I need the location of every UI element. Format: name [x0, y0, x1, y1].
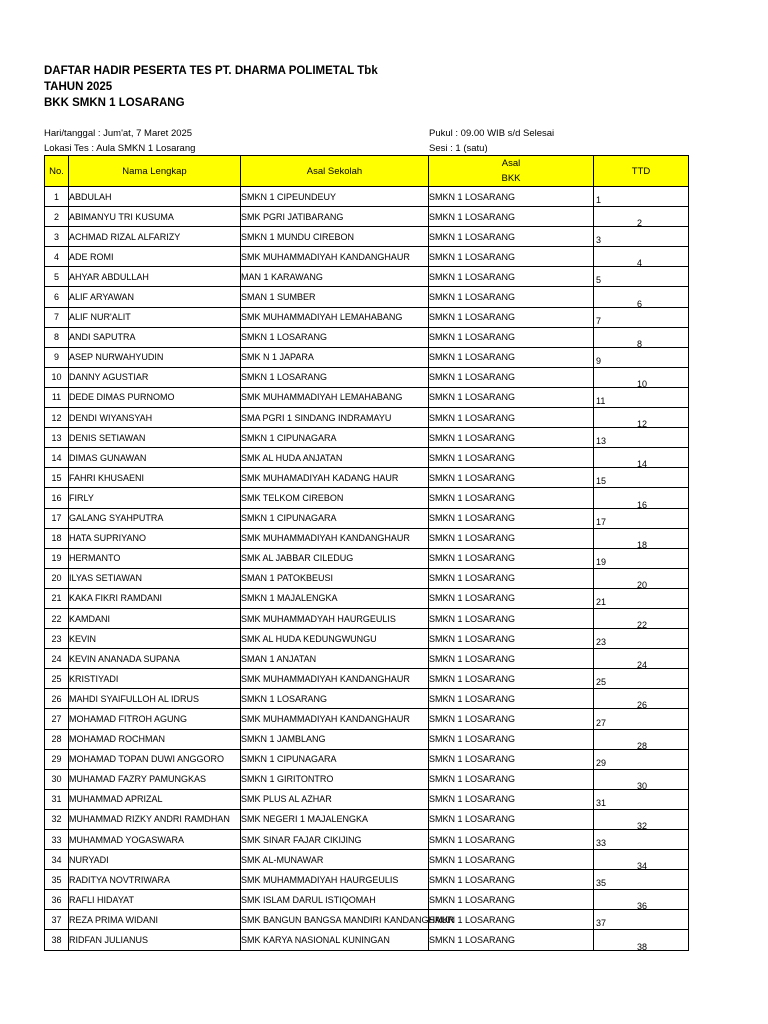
participant-name: DIMAS GUNAWAN	[69, 448, 241, 468]
participant-school: SMKN 1 CIPEUNDEUY	[241, 187, 429, 207]
participant-name: MUHAMMAD RIZKY ANDRI RAMDHAN	[69, 809, 241, 829]
signature-cell[interactable]	[594, 408, 689, 428]
participant-name: GALANG SYAHPUTRA	[69, 508, 241, 528]
participant-school: SMKN 1 CIPUNAGARA	[241, 428, 429, 448]
participant-name: ALIF ARYAWAN	[69, 287, 241, 307]
row-number: 6	[45, 287, 69, 307]
table-row	[45, 227, 689, 247]
participant-bkk: SMKN 1 LOSARANG	[429, 528, 594, 548]
participant-name: KAKA FIKRI RAMDANI	[69, 588, 241, 608]
row-number: 5	[45, 267, 69, 287]
signature-cell[interactable]	[594, 709, 689, 729]
signature-number: 17	[596, 516, 607, 527]
signature-cell[interactable]	[594, 568, 689, 588]
header-school: Asal Sekolah	[241, 156, 429, 187]
participant-name: RIDFAN JULIANUS	[69, 930, 241, 950]
row-number: 38	[45, 930, 69, 950]
signature-cell[interactable]	[594, 669, 689, 689]
table-row	[45, 850, 689, 870]
participant-name: KEVIN ANANADA SUPANA	[69, 649, 241, 669]
signature-cell[interactable]	[594, 548, 689, 568]
signature-cell[interactable]	[594, 508, 689, 528]
participant-school: SMKN 1 LOSARANG	[241, 327, 429, 347]
participant-school: SMK AL JABBAR CILEDUG	[241, 548, 429, 568]
signature-cell[interactable]	[594, 428, 689, 448]
signature-cell[interactable]	[594, 367, 689, 387]
participant-school: SMK BANGUN BANGSA MANDIRI KANDANGHAUR	[241, 910, 429, 930]
row-number: 25	[45, 669, 69, 689]
participant-school: SMKN 1 LOSARANG	[241, 367, 429, 387]
row-number: 13	[45, 428, 69, 448]
participant-bkk: SMKN 1 LOSARANG	[429, 749, 594, 769]
table-row	[45, 669, 689, 689]
table-row	[45, 930, 689, 950]
participant-name: MUHAMMAD APRIZAL	[69, 789, 241, 809]
participant-name: MOHAMAD FITROH AGUNG	[69, 709, 241, 729]
participant-school: SMK AL-MUNAWAR	[241, 850, 429, 870]
participant-school: SMK TELKOM CIREBON	[241, 488, 429, 508]
signature-number: 16	[637, 499, 648, 510]
table-row	[45, 207, 689, 227]
row-number: 35	[45, 870, 69, 890]
participant-name: ALIF NUR'ALIT	[69, 307, 241, 327]
signature-cell[interactable]	[594, 468, 689, 488]
participant-bkk: SMKN 1 LOSARANG	[429, 568, 594, 588]
participant-bkk: SMKN 1 LOSARANG	[429, 910, 594, 930]
table-row	[45, 468, 689, 488]
participant-bkk: SMKN 1 LOSARANG	[429, 347, 594, 367]
table-row	[45, 548, 689, 568]
participant-bkk: SMKN 1 LOSARANG	[429, 870, 594, 890]
participant-bkk: SMKN 1 LOSARANG	[429, 588, 594, 608]
participant-bkk: SMKN 1 LOSARANG	[429, 408, 594, 428]
row-number: 28	[45, 729, 69, 749]
participant-school: SMK MUHAMMADIYAH LEMAHABANG	[241, 307, 429, 327]
participant-name: FAHRI KHUSAENI	[69, 468, 241, 488]
table-row	[45, 729, 689, 749]
signature-cell[interactable]	[594, 227, 689, 247]
signature-cell[interactable]	[594, 247, 689, 267]
participant-school: SMK PLUS AL AZHAR	[241, 789, 429, 809]
participant-school: SMKN 1 MAJALENGKA	[241, 588, 429, 608]
info-date: Hari/tanggal : Jum'at, 7 Maret 2025	[44, 128, 193, 139]
signature-number: 32	[637, 821, 648, 831]
signature-cell[interactable]	[594, 870, 689, 890]
table-row	[45, 508, 689, 528]
signature-cell[interactable]	[594, 689, 689, 709]
participant-bkk: SMKN 1 LOSARANG	[429, 809, 594, 829]
table-row	[45, 387, 689, 407]
signature-cell[interactable]	[594, 649, 689, 669]
signature-cell[interactable]	[594, 187, 689, 207]
signature-cell[interactable]	[594, 830, 689, 850]
participant-bkk: SMKN 1 LOSARANG	[429, 669, 594, 689]
participant-bkk: SMKN 1 LOSARANG	[429, 307, 594, 327]
row-number: 4	[45, 247, 69, 267]
participant-school: SMK MUHAMMADIYAH KANDANGHAUR	[241, 247, 429, 267]
attendance-table	[44, 155, 689, 951]
signature-cell[interactable]	[594, 729, 689, 749]
row-number: 9	[45, 347, 69, 367]
participant-name: MUHAMAD FAZRY PAMUNGKAS	[69, 769, 241, 789]
signature-number: 34	[637, 861, 648, 872]
info-session: Sesi : 1 (satu)	[429, 143, 488, 154]
table-row	[45, 608, 689, 628]
participant-bkk: SMKN 1 LOSARANG	[429, 548, 594, 568]
signature-number: 13	[596, 436, 607, 447]
row-number: 18	[45, 528, 69, 548]
participant-bkk: SMKN 1 LOSARANG	[429, 448, 594, 468]
row-number: 36	[45, 890, 69, 910]
row-number: 10	[45, 367, 69, 387]
row-number: 3	[45, 227, 69, 247]
table-row	[45, 870, 689, 890]
participant-bkk: SMKN 1 LOSARANG	[429, 387, 594, 407]
signature-number: 20	[637, 579, 648, 590]
row-number: 30	[45, 769, 69, 789]
participant-bkk: SMKN 1 LOSARANG	[429, 267, 594, 287]
participant-name: ABIMANYU TRI KUSUMA	[69, 207, 241, 227]
participant-school: SMK AL HUDA KEDUNGWUNGU	[241, 629, 429, 649]
row-number: 15	[45, 468, 69, 488]
participant-bkk: SMKN 1 LOSARANG	[429, 689, 594, 709]
row-number: 27	[45, 709, 69, 729]
participant-bkk: SMKN 1 LOSARANG	[429, 367, 594, 387]
row-number: 32	[45, 809, 69, 829]
participant-name: ASEP NURWAHYUDIN	[69, 347, 241, 367]
participant-school: SMKN 1 CIPUNAGARA	[241, 508, 429, 528]
signature-number: 27	[596, 717, 607, 728]
header-bkk	[429, 156, 594, 187]
signature-cell[interactable]	[594, 789, 689, 809]
signature-cell[interactable]	[594, 488, 689, 508]
participant-name: DEDE DIMAS PURNOMO	[69, 387, 241, 407]
participant-school: SMK SINAR FAJAR CIKIJING	[241, 830, 429, 850]
row-number: 29	[45, 749, 69, 769]
participant-name: KAMDANI	[69, 608, 241, 628]
signature-number: 28	[637, 740, 648, 751]
signature-cell[interactable]	[594, 207, 689, 227]
table-row	[45, 830, 689, 850]
participant-name: HERMANTO	[69, 548, 241, 568]
document-organizer: BKK SMKN 1 LOSARANG	[44, 97, 185, 109]
table-row	[45, 267, 689, 287]
participant-bkk: SMKN 1 LOSARANG	[429, 649, 594, 669]
signature-number: 22	[637, 620, 648, 631]
participant-bkk: SMKN 1 LOSARANG	[429, 468, 594, 488]
participant-school: SMK MUHAMMADIYAH KANDANGHAUR	[241, 669, 429, 689]
row-number: 22	[45, 608, 69, 628]
signature-number: 8	[637, 338, 643, 349]
participant-bkk: SMKN 1 LOSARANG	[429, 508, 594, 528]
participant-school: SMAN 1 ANJATAN	[241, 649, 429, 669]
participant-bkk: SMKN 1 LOSARANG	[429, 287, 594, 307]
participant-school: SMK AL HUDA ANJATAN	[241, 448, 429, 468]
participant-bkk: SMKN 1 LOSARANG	[429, 850, 594, 870]
participant-bkk: SMKN 1 LOSARANG	[429, 608, 594, 628]
row-number: 23	[45, 629, 69, 649]
table-row	[45, 809, 689, 829]
signature-number: 21	[596, 596, 607, 607]
participant-school: SMKN 1 LOSARANG	[241, 689, 429, 709]
header-no: No.	[45, 156, 69, 187]
table-row	[45, 307, 689, 327]
participant-name: DENIS SETIAWAN	[69, 428, 241, 448]
signature-number: 33	[596, 838, 607, 849]
signature-cell[interactable]	[594, 930, 689, 950]
participant-school: SMAN 1 SUMBER	[241, 287, 429, 307]
participant-bkk: SMKN 1 LOSARANG	[429, 428, 594, 448]
signature-cell[interactable]	[594, 910, 689, 930]
signature-cell[interactable]	[594, 769, 689, 789]
signature-cell[interactable]	[594, 448, 689, 468]
participant-school: SMK N 1 JAPARA	[241, 347, 429, 367]
signature-number: 5	[596, 275, 602, 286]
signature-number: 29	[596, 757, 607, 768]
participant-name: ACHMAD RIZAL ALFARIZY	[69, 227, 241, 247]
row-number: 19	[45, 548, 69, 568]
participant-school: MAN 1 KARAWANG	[241, 267, 429, 287]
header-ttd: TTD	[594, 156, 689, 187]
participant-name: MUHAMMAD YOGASWARA	[69, 830, 241, 850]
table-row	[45, 689, 689, 709]
participant-name: FIRLY	[69, 488, 241, 508]
signature-number: 25	[596, 677, 607, 688]
signature-number: 30	[637, 780, 648, 791]
signature-number: 15	[596, 476, 607, 487]
participant-name: NURYADI	[69, 850, 241, 870]
table-row	[45, 347, 689, 367]
row-number: 11	[45, 387, 69, 407]
signature-cell[interactable]	[594, 809, 689, 829]
signature-number: 31	[596, 797, 607, 808]
table-row	[45, 367, 689, 387]
info-time: Pukul : 09.00 WIB s/d Selesai	[429, 128, 555, 139]
header-name: Nama Lengkap	[69, 156, 241, 187]
table-row	[45, 247, 689, 267]
signature-cell[interactable]	[594, 588, 689, 608]
signature-cell[interactable]	[594, 307, 689, 327]
participant-bkk: SMKN 1 LOSARANG	[429, 247, 594, 267]
table-row	[45, 187, 689, 207]
header-bkk-line1: Asal	[501, 158, 521, 169]
participant-school: SMAN 1 PATOKBEUSI	[241, 568, 429, 588]
document-year: TAHUN 2025	[44, 81, 113, 93]
signature-number: 2	[637, 218, 643, 229]
row-number: 21	[45, 588, 69, 608]
signature-number: 9	[596, 355, 602, 366]
participant-bkk: SMKN 1 LOSARANG	[429, 488, 594, 508]
signature-number: 24	[637, 660, 648, 671]
row-number: 24	[45, 649, 69, 669]
signature-number: 1	[596, 195, 602, 206]
participant-bkk: SMKN 1 LOSARANG	[429, 327, 594, 347]
participant-name: DENDI WIYANSYAH	[69, 408, 241, 428]
row-number: 16	[45, 488, 69, 508]
table-row	[45, 749, 689, 769]
participant-bkk: SMKN 1 LOSARANG	[429, 890, 594, 910]
table-row	[45, 568, 689, 588]
participant-name: HATA SUPRIYANO	[69, 528, 241, 548]
signature-cell[interactable]	[594, 749, 689, 769]
row-number: 37	[45, 910, 69, 930]
row-number: 20	[45, 568, 69, 588]
participant-name: KEVIN	[69, 629, 241, 649]
signature-number: 23	[596, 637, 607, 648]
table-row	[45, 528, 689, 548]
participant-school: SMKN 1 JAMBLANG	[241, 729, 429, 749]
participant-school: SMK MUHAMMADIYAH LEMAHABANG	[241, 387, 429, 407]
participant-school: SMK MUHAMMADIYAH KANDANGHAUR	[241, 709, 429, 729]
participant-bkk: SMKN 1 LOSARANG	[429, 629, 594, 649]
participant-school: SMK MUHAMMADIYAH KANDANGHAUR	[241, 528, 429, 548]
participant-school: SMK KARYA NASIONAL KUNINGAN	[241, 930, 429, 950]
row-number: 33	[45, 830, 69, 850]
participant-bkk: SMKN 1 LOSARANG	[429, 769, 594, 789]
participant-bkk: SMKN 1 LOSARANG	[429, 207, 594, 227]
participant-name: ANDI SAPUTRA	[69, 327, 241, 347]
participant-bkk: SMKN 1 LOSARANG	[429, 830, 594, 850]
table-row	[45, 327, 689, 347]
signature-number: 36	[637, 901, 648, 912]
participant-name: RAFLI HIDAYAT	[69, 890, 241, 910]
table-row	[45, 709, 689, 729]
participant-name: ILYAS SETIAWAN	[69, 568, 241, 588]
signature-number: 11	[596, 396, 606, 407]
table-header-row	[45, 156, 689, 187]
participant-name: ABDULAH	[69, 187, 241, 207]
signature-cell[interactable]	[594, 327, 689, 347]
signature-number: 3	[596, 235, 602, 246]
table-row	[45, 910, 689, 930]
signature-number: 7	[596, 315, 602, 326]
signature-number: 14	[637, 459, 648, 470]
table-row	[45, 287, 689, 307]
participant-school: SMKN 1 MUNDU CIREBON	[241, 227, 429, 247]
signature-cell[interactable]	[594, 629, 689, 649]
table-row	[45, 789, 689, 809]
row-number: 31	[45, 789, 69, 809]
row-number: 2	[45, 207, 69, 227]
signature-number: 10	[637, 378, 648, 389]
table-row	[45, 428, 689, 448]
row-number: 12	[45, 408, 69, 428]
signature-number: 37	[596, 918, 607, 929]
signature-number: 4	[637, 258, 643, 269]
participant-name: DANNY AGUSTIAR	[69, 367, 241, 387]
document-title: DAFTAR HADIR PESERTA TES PT. DHARMA POLIMETAL Tbk	[44, 65, 378, 77]
header-bkk-line2: BKK	[501, 173, 521, 184]
row-number: 14	[45, 448, 69, 468]
participant-bkk: SMKN 1 LOSARANG	[429, 729, 594, 749]
table-row	[45, 769, 689, 789]
participant-bkk: SMKN 1 LOSARANG	[429, 789, 594, 809]
signature-number: 18	[637, 539, 648, 550]
participant-school: SMK MUHAMADIYAH KADANG HAUR	[241, 468, 429, 488]
signature-cell[interactable]	[594, 287, 689, 307]
row-number: 17	[45, 508, 69, 528]
participant-school: SMKN 1 CIPUNAGARA	[241, 749, 429, 769]
participant-name: MOHAMAD ROCHMAN	[69, 729, 241, 749]
signature-number: 12	[637, 419, 648, 430]
signature-cell[interactable]	[594, 528, 689, 548]
participant-bkk: SMKN 1 LOSARANG	[429, 227, 594, 247]
participant-school: SMK NEGERI 1 MAJALENGKA	[241, 809, 429, 829]
signature-cell[interactable]	[594, 608, 689, 631]
participant-name: MOHAMAD TOPAN DUWI ANGGORO	[69, 749, 241, 769]
signature-number: 19	[596, 556, 607, 567]
participant-bkk: SMKN 1 LOSARANG	[429, 187, 594, 207]
participant-name: KRISTIYADI	[69, 669, 241, 689]
table-row	[45, 488, 689, 508]
signature-cell[interactable]	[594, 267, 689, 287]
participant-name: REZA PRIMA WIDANI	[69, 910, 241, 930]
signature-number: 6	[637, 298, 643, 309]
row-number: 7	[45, 307, 69, 327]
participant-school: SMK PGRI JATIBARANG	[241, 207, 429, 227]
table-row	[45, 588, 689, 608]
table-row	[45, 890, 689, 910]
signature-cell[interactable]	[594, 890, 689, 910]
participant-school: SMK ISLAM DARUL ISTIQOMAH	[241, 890, 429, 910]
participant-bkk: SMKN 1 LOSARANG	[429, 930, 594, 950]
participant-name: MAHDI SYAIFULLOH AL IDRUS	[69, 689, 241, 709]
signature-number: 38	[637, 941, 648, 952]
row-number: 8	[45, 327, 69, 347]
participant-name: ADE ROMI	[69, 247, 241, 267]
participant-school: SMK MUHAMMADIYAH HAURGEULIS	[241, 870, 429, 890]
row-number: 26	[45, 689, 69, 709]
signature-cell[interactable]	[594, 850, 689, 870]
participant-bkk: SMKN 1 LOSARANG	[429, 709, 594, 729]
participant-school: SMKN 1 GIRITONTRO	[241, 769, 429, 789]
participant-name: RADITYA NOVTRIWARA	[69, 870, 241, 890]
signature-cell[interactable]	[594, 387, 689, 407]
info-location: Lokasi Tes : Aula SMKN 1 Losarang	[44, 143, 196, 154]
table-row	[45, 649, 689, 669]
participant-school: SMK MUHAMMADYAH HAURGEULIS	[241, 608, 429, 628]
table-row	[45, 629, 689, 649]
signature-cell[interactable]	[594, 347, 689, 367]
table-row	[45, 448, 689, 468]
signature-number: 35	[596, 878, 607, 889]
row-number: 34	[45, 850, 69, 870]
participant-school: SMA PGRI 1 SINDANG INDRAMAYU	[241, 408, 429, 428]
row-number: 1	[45, 187, 69, 207]
participant-name: AHYAR ABDULLAH	[69, 267, 241, 287]
signature-number: 26	[637, 700, 648, 711]
table-row	[45, 408, 689, 428]
